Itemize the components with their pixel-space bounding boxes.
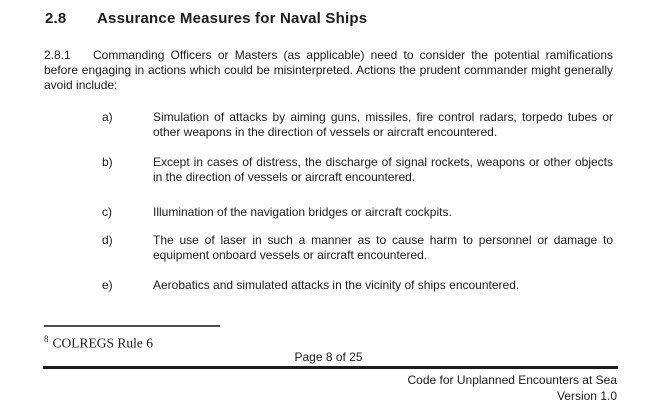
section-title: Assurance Measures for Naval Ships: [97, 10, 368, 27]
list-item-text: The use of laser in such a manner as to cause harm to personnel or damage to equipment onboard vessels or aircraft encountered.: [153, 233, 613, 262]
list-item-label: e): [102, 278, 113, 292]
list-item: [44, 278, 613, 293]
list-item-text: Except in cases of distress, the discharge of signal rockets, weapons or other objects in the direction of vessels or aircraft encountered.: [153, 155, 613, 184]
footer-doc-title: Code for Unplanned Encounters at Sea: [407, 373, 617, 387]
footnote: [44, 331, 153, 352]
footer-version: Version 1.0: [556, 388, 617, 403]
footnote-text: COLREGS Rule 6: [52, 335, 154, 351]
list-item-text: Simulation of attacks by aiming guns, missiles, fire control radars, torpedo tubes or other weapons in the direction of vessels or aircraft encountered.: [153, 110, 613, 139]
paragraph-text: Commanding Officers or Masters (as applicable) need to consider the potential ramifications before engaging in actions which could be misinterpreted. Actions the prudent commander might generally avoid include:: [44, 48, 613, 92]
footnote-marker: 8: [44, 334, 49, 344]
section-number: 2.8: [45, 10, 67, 27]
avoid-actions-list: [44, 110, 613, 293]
list-item: [44, 233, 613, 263]
page-number: Page 8 of 25: [294, 350, 363, 364]
list-item-label: b): [102, 155, 113, 169]
list-item: [44, 205, 613, 220]
paragraph-2-8-1: [44, 48, 613, 93]
list-item-text: Aerobatics and simulated attacks in the vicinity of ships encountered.: [153, 278, 520, 292]
list-item-label: a): [102, 110, 113, 124]
list-item-label: c): [102, 205, 112, 219]
footer-rule: [43, 366, 618, 369]
footer-document-info: [408, 373, 617, 404]
list-item: [44, 155, 613, 185]
list-item-label: d): [102, 233, 113, 247]
paragraph-number: 2.8.1: [44, 48, 71, 62]
section-heading: [45, 10, 613, 27]
footnote-separator-rule: [44, 325, 220, 327]
list-item: [44, 110, 613, 140]
list-item-text: Illumination of the navigation bridges or aircraft cockpits.: [153, 205, 452, 219]
